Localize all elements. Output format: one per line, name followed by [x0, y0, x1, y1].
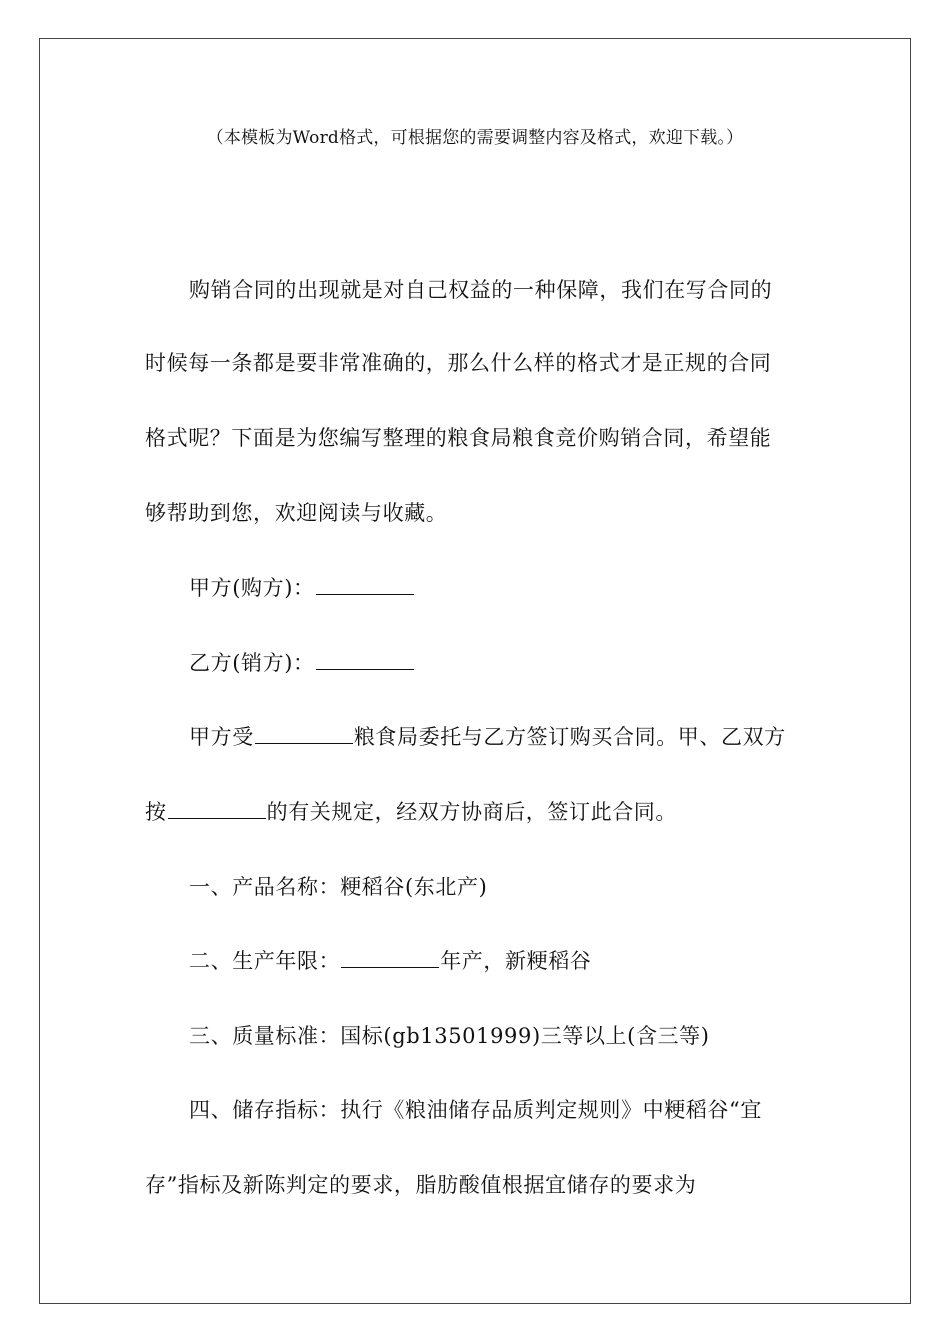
intro-line-4: 够帮助到您，欢迎阅读与收藏。 — [145, 501, 448, 525]
intro-line-3: 格式呢？下面是为您编写整理的粮食局粮食竞价购销合同，希望能 — [145, 426, 772, 450]
party-a-line — [189, 573, 415, 603]
party-a-blank — [316, 576, 414, 595]
party-b-blank — [316, 651, 414, 670]
entrust-blank — [255, 725, 353, 744]
according-blank — [168, 800, 266, 819]
party-b-label: 乙方(销方)： — [189, 651, 315, 675]
item-year-blank — [341, 949, 439, 968]
template-note: （本模板为Word格式，可根据您的需要调整内容及格式，欢迎下载。） — [206, 128, 744, 148]
item-product: 一、产品名称：粳稻谷(东北产) — [189, 875, 488, 899]
intro-line-2: 时候每一条都是要非常准确的，那么什么样的格式才是正规的合同 — [145, 351, 772, 375]
item-quality: 三、质量标准：国标(gb13501999)三等以上(含三等) — [189, 1024, 710, 1048]
item-storage-line-1: 四、储存指标：执行《粮油储存品质判定规则》中粳稻谷“宜 — [189, 1098, 762, 1122]
according-line — [145, 797, 677, 827]
entrust-line — [189, 722, 786, 752]
item-year-before: 二、生产年限： — [189, 949, 341, 973]
item-storage-line-2: 存”指标及新陈判定的要求，脂肪酸值根据宜储存的要求为 — [145, 1173, 697, 1197]
according-after: 的有关规定，经双方协商后，签订此合同。 — [266, 800, 678, 824]
entrust-before: 甲方受 — [189, 725, 254, 749]
entrust-after: 粮食局委托与乙方签订购买合同。甲、乙双方 — [353, 725, 786, 749]
party-a-label: 甲方(购方)： — [189, 576, 315, 600]
according-before: 按 — [145, 800, 167, 824]
item-year-after: 年产，新粳稻谷 — [440, 949, 592, 973]
party-b-line — [189, 648, 415, 678]
item-year — [189, 946, 591, 976]
intro-line-1: 购销合同的出现就是对自己权益的一种保障，我们在写合同的 — [189, 278, 773, 302]
